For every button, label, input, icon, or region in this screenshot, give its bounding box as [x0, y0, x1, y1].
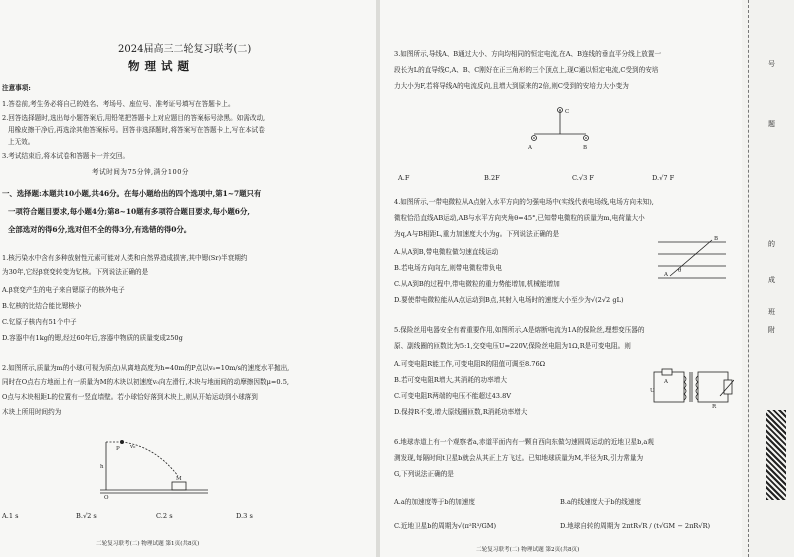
question-2-option-c: C.2 s	[156, 512, 173, 520]
question-6-stem: 测发现,每隔时间t卫星b就会从其正上方飞过。已知地球质量为M,半径为R,引力常量为	[394, 454, 644, 462]
question-2-stem: 木块上所用时间约为	[2, 408, 62, 416]
subject-title: 物理试题	[128, 59, 194, 73]
question-6-option-d: D.地球自转的周期为 2πtR√R / (t√GM − 2πR√R)	[560, 522, 711, 530]
question-3-stem: 段长为L的直导线C,A、B、C刚好在正三角形的三个顶点上,现C通以恒定电流,C受到的安培	[394, 66, 659, 74]
edge-label: 号	[768, 60, 775, 68]
question-2-option-b: B.√2 s	[76, 512, 97, 520]
question-4-stem: 4.如图所示,一带电微粒从A点射入水平方向的匀强电场中(实线代表电场线,电场方向未知),	[394, 198, 654, 206]
binding-edge-strip	[742, 0, 794, 557]
section-instructions: 全部选对的得6分,选对但不全的得3分,有选错的得0分。	[8, 225, 192, 234]
fig-label-r: R	[712, 404, 717, 410]
notice-line: 用橡皮擦干净后,再选涂其他答案标号。回答非选择题时,将答案写在答题卡上,写在本试卷	[8, 126, 265, 134]
question-6-option-a: A.a的加速度等于b的加速度	[394, 498, 475, 506]
edge-label: 班	[768, 308, 775, 316]
question-4-stem: 微粒恰沿直线AB运动,AB与水平方向夹角θ=45°,已知带电微粒的质量为m,电荷量大小	[394, 214, 645, 222]
question-6-stem: 6.地球赤道上有一个观察者a,赤道平面内有一颗自西向东做匀速圆周运动的近地卫星b,a观	[394, 438, 654, 446]
notice-line: 2.回答选择题时,选出每小题答案后,用铅笔把答题卡上对应题目的答案标号涂黑。如需改动,	[2, 114, 266, 122]
question-2-figure	[100, 438, 210, 500]
fig-label-m: M	[176, 476, 182, 482]
question-3-option-a: A.F	[398, 174, 410, 182]
fig-label-b: B	[714, 236, 719, 242]
fig-label-b: B	[583, 145, 588, 151]
fig-label-o: O	[104, 495, 109, 500]
question-4-option-b: B.若电场方向向左,则带电微粒带负电	[394, 264, 502, 272]
exam-time-note: 考试时间为75分钟,满分100分	[92, 168, 190, 176]
fig-label-p: P	[116, 446, 120, 452]
edge-label: 题	[768, 120, 775, 128]
fig-label-a: A	[528, 145, 532, 151]
question-1-option-b: B.钇核的比结合能比锶核小	[2, 302, 82, 310]
question-4-option-a: A.从A到B,带电微粒做匀速直线运动	[394, 248, 499, 256]
question-2-option-a: A.1 s	[2, 512, 19, 520]
section-instructions: 一、选择题:本题共10小题,共46分。在每小题给出的四个选项中,第1~7题只有	[2, 189, 262, 198]
question-5-option-c: C.可变电阻R两端的电压不能超过43.8V	[394, 392, 512, 400]
notice-line: 1.答卷前,考生务必将自己的姓名、考场号、座位号、准考证号填写在答题卡上。	[2, 100, 235, 108]
section-instructions: 一项符合题目要求,每小题4分;第8~10题有多项符合题目要求,每小题6分,	[8, 207, 250, 216]
question-1-option-a: A.β衰变产生的电子来自锶原子的核外电子	[2, 286, 125, 294]
edge-label: 成	[768, 276, 775, 284]
page-footer: 二轮复习联考(二) 物理试题 第1页(共8页)	[96, 541, 200, 547]
binding-fold-line	[748, 0, 750, 557]
question-2-stem: 2.如图所示,质量为m的小球(可视为质点)从离地高度为h=40m的P点以v₀=10m/s的速度水平抛出,	[2, 364, 290, 372]
page-footer: 二轮复习联考(二) 物理试题 第2页(共8页)	[476, 547, 580, 553]
edge-label: 附	[768, 326, 775, 334]
question-1-option-d: D.容器中有1kg的锶,经过60年后,容器中物质的质量变成250g	[2, 334, 183, 342]
notice-title: 注意事项:	[2, 84, 31, 92]
question-3-option-b: B.2F	[484, 174, 500, 182]
question-3-option-d: D.√7 F	[652, 174, 675, 182]
question-6-option-b: B.a的线速度大于b的线速度	[560, 498, 642, 506]
fig-label-h: h	[100, 464, 104, 470]
question-3-stem: 力大小为F,若将导线A的电流反向,且增大到原来的2倍,则C受到的安培力大小变为	[394, 82, 629, 90]
question-4-option-d: D.要使带电微粒能从A点运动到B点,其射入电场时的速度大小至少为√(2√2 gL)	[394, 296, 624, 304]
fig-label-v0: v₀	[130, 444, 136, 450]
exam-header: 2024届高三二轮复习联考(二)	[118, 44, 252, 55]
question-4-figure	[656, 234, 728, 284]
question-5-option-b: B.若可变电阻R增大,其消耗的功率增大	[394, 376, 507, 384]
question-3-option-c: C.√3 F	[572, 174, 594, 182]
question-4-option-c: C.从A到B的过程中,带电微粒的重力势能增加,机械能增加	[394, 280, 560, 288]
fig-label-theta: θ	[678, 268, 682, 274]
notice-line: 3.考试结束后,将本试卷和答题卡一并交回。	[2, 152, 130, 160]
question-1-option-c: C.钇原子核内有51个中子	[2, 318, 77, 326]
fig-label-a: A	[664, 379, 668, 385]
exam-page-1	[0, 0, 376, 557]
question-1-stem: 1.核污染水中含有多种放射性元素可能对人类和自然界造成损害,其中锶(Sr)半衰期约	[2, 254, 248, 262]
question-2-stem: 同时在O点右方地面上有一质量为M的木块以初速度v₀向左滑行,木块与地面间的动摩擦因数μ=0.5,	[2, 378, 289, 386]
question-3-figure	[520, 104, 600, 160]
question-3-stem: 3.如图所示,导线A、B通过大小、方向均相同的恒定电流,在A、B连线的垂直平分线上放置一	[394, 50, 662, 58]
fig-label-a: A	[664, 272, 668, 278]
barcode-pattern	[766, 410, 786, 500]
question-5-option-d: D.保持R不变,增大原线圈匝数,R消耗功率增大	[394, 408, 528, 416]
question-2-stem: O点与木块相距L的位置有一竖直墙壁。若小球恰好落到木块上,则从开始运动到小球落到	[2, 393, 258, 401]
question-5-stem: 原、副线圈的匝数比为5:1,交变电压U=220V,保险丝电阻为1Ω,R是可变电阻。则	[394, 342, 631, 350]
question-1-stem: 为30年,它经β衰变转变为钇核。下列说法正确的是	[2, 268, 149, 276]
notice-line: 上无效。	[8, 138, 35, 146]
question-5-stem: 5.保险丝用电器安全有着重要作用,如图所示,A是熔断电流为1A的保险丝,理想变压器的	[394, 326, 645, 334]
question-4-stem: 为q,A与B相距L,重力加速度大小为g。下列说法正确的是	[394, 230, 560, 238]
question-6-stem: G,下列说法正确的是	[394, 470, 454, 478]
exam-page-2	[380, 0, 742, 557]
question-5-figure	[650, 366, 734, 410]
fig-label-u: U	[650, 388, 655, 394]
fig-label-c: C	[565, 109, 570, 115]
edge-label: 的	[768, 240, 775, 248]
question-5-option-a: A.可变电阻R能工作,可变电阻R的阻值可调至8.76Ω	[394, 360, 546, 368]
question-2-option-d: D.3 s	[236, 512, 253, 520]
question-6-option-c: C.近地卫星b的周期为√(π²R³/GM)	[394, 522, 497, 530]
